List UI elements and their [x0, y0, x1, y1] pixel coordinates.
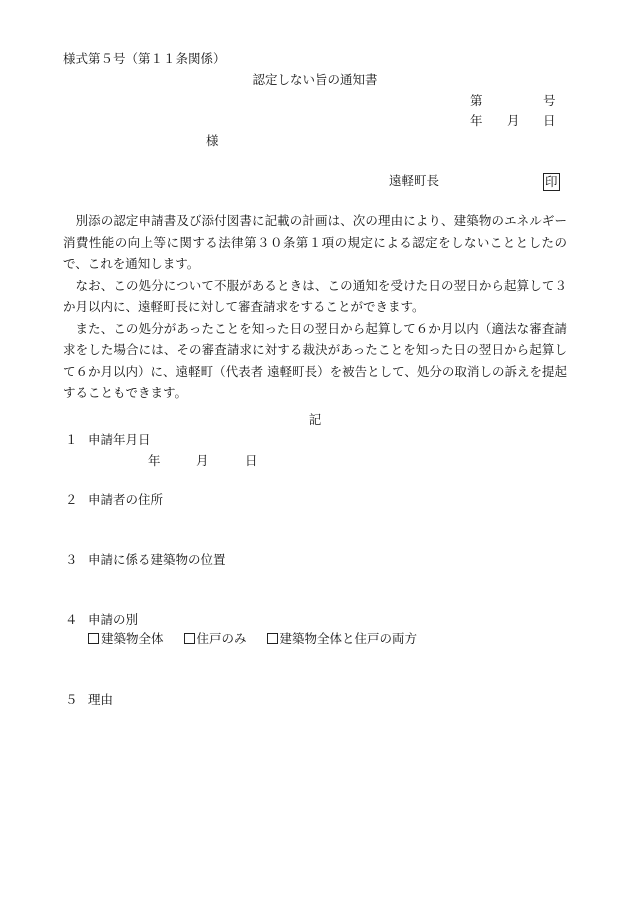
ki-heading: 記	[308, 412, 322, 427]
item-number: ２	[65, 492, 78, 507]
option-label: 住戸のみ	[196, 631, 247, 646]
item-number: ３	[65, 552, 78, 567]
item-label: 申請の別	[88, 612, 139, 627]
document-title: 認定しない旨の通知書	[252, 72, 378, 87]
date-year: 年	[470, 113, 483, 128]
item1-day: 日	[245, 453, 258, 468]
form-number: 様式第５号（第１１条関係）	[63, 51, 226, 66]
seal-mark: 印	[545, 174, 558, 189]
item1-year: 年	[148, 453, 161, 468]
issuer-name: 遠軽町長	[389, 173, 440, 188]
body-paragraph: なお、この処分について不服があるときは、この通知を受けた日の翌日から起算して３か月以内に、遠軽町長に対して審査請求をすることができます。	[63, 277, 567, 314]
item-number: ５	[65, 692, 78, 707]
doc-number-prefix: 第	[470, 93, 483, 108]
option-label: 建築物全体と住戸の両方	[279, 631, 418, 646]
checkbox-icon[interactable]	[184, 633, 195, 644]
addressee-suffix: 様	[206, 133, 219, 148]
application-type-options	[88, 633, 437, 646]
item-label: 申請に係る建築物の位置	[88, 552, 226, 567]
option-dwelling-only[interactable]	[184, 633, 247, 646]
item-label: 申請者の住所	[88, 492, 164, 507]
checkbox-icon[interactable]	[267, 633, 278, 644]
body-paragraph: 別添の認定申請書及び添付図書に記載の計画は、次の理由により、建築物のエネルギー消費性能の向上等に関する法律第３０条第１項の規定による認定をしないこととしたので、これを通知します。	[63, 213, 567, 271]
body-text	[63, 210, 567, 404]
checkbox-icon[interactable]	[88, 633, 99, 644]
date-day: 日	[543, 113, 556, 128]
doc-number-suffix: 号	[543, 93, 556, 108]
option-whole-building[interactable]	[88, 633, 164, 646]
item-label: 理由	[88, 692, 114, 707]
item-label: 申請年月日	[88, 432, 151, 447]
date-month: 月	[507, 113, 520, 128]
option-label: 建築物全体	[101, 631, 164, 646]
option-both[interactable]	[267, 633, 418, 646]
item1-month: 月	[196, 453, 209, 468]
item-number: ４	[65, 612, 78, 627]
item-number: １	[65, 432, 78, 447]
body-paragraph: また、この処分があったことを知った日の翌日から起算して６か月以内（適法な審査請求をした場合には、その審査請求に対する裁決があったことを知った日の翌日から起算して６か月以内）に、遠軽町（代表者 遠軽町長）を被告として、処分の取消しの訴えを提起することもできます。	[63, 320, 567, 400]
